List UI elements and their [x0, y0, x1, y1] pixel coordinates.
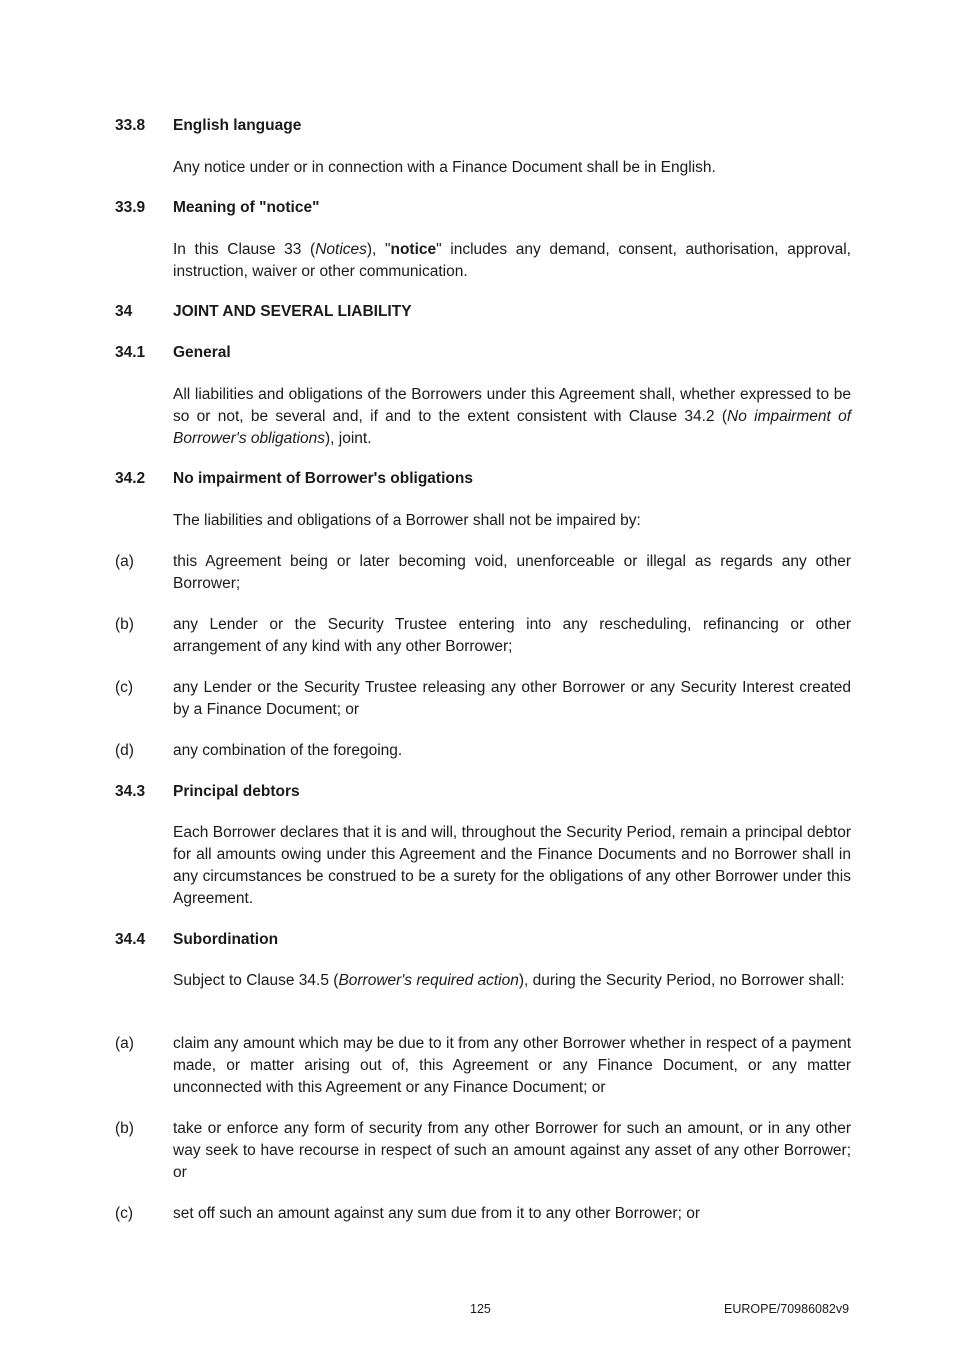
list-item: set off such an amount against any sum due from it to any other Borrower; or [173, 1205, 700, 1222]
section-heading: General [173, 344, 231, 361]
section-number: 34.1 [115, 344, 146, 361]
list-item: claim any amount which may be due to it from any other Borrower whether in respect of a payment made, or matter arising out of, this Agreement or any Finance Document, or any matter unconnected with this Agreement or any Finance Document; or [173, 1035, 851, 1096]
list-label: (b) [115, 1120, 134, 1137]
section-heading: Subordination [173, 931, 279, 948]
list-label: (b) [115, 616, 134, 633]
list-item: this Agreement being or later becoming void, unenforceable or illegal as regards any other Borrower; [173, 553, 851, 592]
section-number: 34.4 [115, 931, 146, 948]
section-number: 33.9 [115, 199, 146, 216]
list-item: take or enforce any form of security from any other Borrower for such an amount, or in any other way seek to have recourse in respect of such an amount against any asset of any other Borrower; or [173, 1120, 851, 1181]
section-heading: No impairment of Borrower's obligations [173, 470, 473, 487]
page-number: 125 [470, 1302, 491, 1316]
document-reference: EUROPE/70986082v9 [724, 1302, 850, 1316]
paragraph: All liabilities and obligations of the Borrowers under this Agreement shall, whether expressed to be so or not, be several and, if and to the extent consistent with Clause 34.2 (No impairment of Borrower's obligations), joint. [173, 386, 852, 447]
list-item: any combination of the foregoing. [173, 742, 403, 759]
list-item: any Lender or the Security Trustee entering into any rescheduling, refinancing or other arrangement of any kind with any other Borrower; [173, 616, 851, 655]
list-label: (c) [115, 679, 134, 696]
list-label: (d) [115, 742, 134, 759]
list-label: (c) [115, 1205, 134, 1222]
clause-number: 34 [115, 303, 133, 320]
list-label: (a) [115, 1035, 134, 1052]
paragraph: In this Clause 33 (Notices), "notice" includes any demand, consent, authorisation, approval, instruction, waiver or other communication. [173, 241, 851, 280]
list-item: any Lender or the Security Trustee releasing any other Borrower or any Security Interest created by a Finance Document; or [173, 679, 851, 718]
section-heading: Meaning of "notice" [173, 199, 320, 216]
clause-heading: JOINT AND SEVERAL LIABILITY [173, 303, 412, 320]
paragraph: Each Borrower declares that it is and will, throughout the Security Period, remain a principal debtor for all amounts owing under this Agreement and the Finance Documents and no Borrower shall in any circumstances be construed to be a surety for the obligations of any other Borrower under this Agreement. [173, 824, 851, 907]
section-number: 34.3 [115, 783, 146, 800]
section-heading: Principal debtors [173, 783, 300, 800]
list-label: (a) [115, 553, 134, 570]
section-heading: English language [173, 117, 302, 134]
section-number: 34.2 [115, 470, 146, 487]
paragraph: The liabilities and obligations of a Borrower shall not be impaired by: [173, 512, 641, 529]
section-number: 33.8 [115, 117, 146, 134]
paragraph: Subject to Clause 34.5 (Borrower's required action), during the Security Period, no Borrower shall: [173, 972, 845, 989]
paragraph: Any notice under or in connection with a Finance Document shall be in English. [173, 159, 716, 176]
